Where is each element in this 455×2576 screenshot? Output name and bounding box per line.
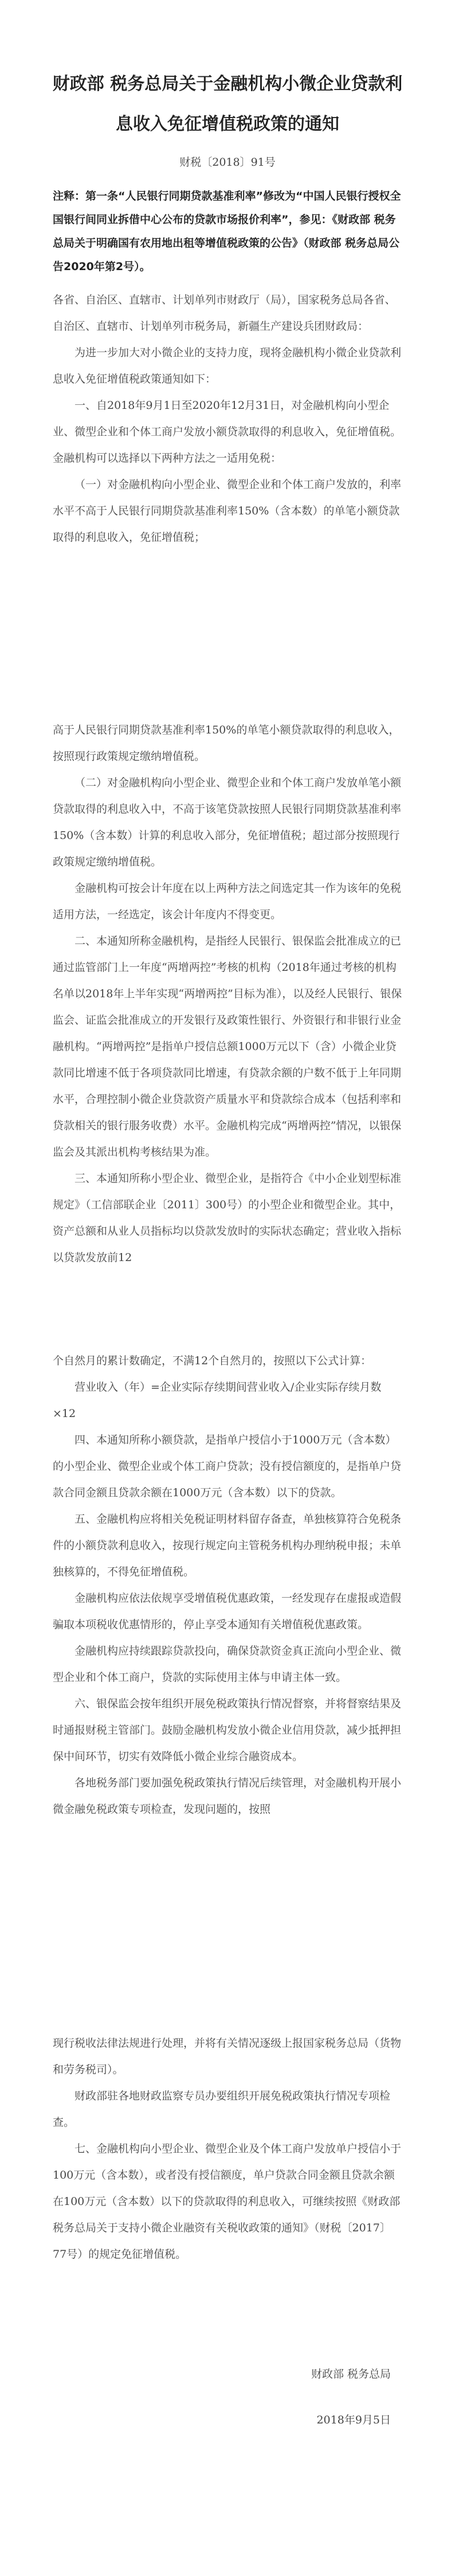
issue-date: 2018年9月5日 <box>316 2414 391 2426</box>
body-paragraph: 二、本通知所称金融机构，是指经人民银行、银保监会批准成立的已通过监管部门上一年度“两增两控”考核的机构（2018年通过考核的机构名单以2018年上半年实现“两增两控”目标为准），以及经人民银行、银保监会、证监会批准成立的开发银行及政策性银行、外资银行和非银行业金融机构。“两增两控”是指单户授信总额1000万元以下（含）小微企业贷款同比增速不低于各项贷款同比增速，有贷款余额的户数不低于上年同期水平，合理控制小微企业贷款资产质量水平和贷款综合成本（包括利率和贷款相关的银行服务收费）水平。金融机构完成“两增两控”情况，以银保监会及其派出机构考核结果为准。 <box>53 935 402 1158</box>
addressee-paragraph: 各省、自治区、直辖市、计划单列市财政厅（局），国家税务总局各省、自治区、直辖市、计划单列市税务局，新疆生产建设兵团财政局： <box>53 294 396 333</box>
document-title: 财政部 税务总局关于金融机构小微企业贷款利息收入免征增值税政策的通知 <box>52 74 403 134</box>
document-number: 财税〔2018〕91号 <box>179 156 276 169</box>
body-paragraph: 为进一步加大对小微企业的支持力度，现将金融机构小微企业贷款利息收入免征增值税政策通知如下： <box>53 346 402 385</box>
body-segment-4 <box>53 2030 403 2267</box>
body-paragraph: 金融机构应依法依规享受增值税优惠政策，一经发现存在虚报或造假骗取本项税收优惠情形的，停止享受本通知有关增值税优惠政策。 <box>53 1592 402 1631</box>
body-segment-3 <box>53 1348 403 1822</box>
body-paragraph: 金融机构应持续跟踪贷款投向，确保贷款资金真正流向小型企业、微型企业和个体工商户，贷款的实际使用主体与申请主体一致。 <box>53 1645 402 1684</box>
body-paragraph: 各地税务部门要加强免税政策执行情况后续管理，对金融机构开展小微金融免税政策专项检查，发现问题的，按照 <box>53 1777 402 1816</box>
body-paragraph: 金融机构可按会计年度在以上两种方法之间选定其一作为该年的免税适用方法，一经选定，该会计年度内不得变更。 <box>53 882 402 921</box>
formula-paragraph: 营业收入（年）=企业实际存续期间营业收入/企业实际存续月数×12 <box>53 1381 382 1420</box>
issuer-signature: 财政部 税务总局 <box>311 2368 391 2380</box>
body-paragraph: 六、银保监会按年组织开展免税政策执行情况督察，并将督察结果及时通报财税主管部门。鼓励金融机构发放小微企业信用贷款，减少抵押担保中间环节，切实有效降低小微企业综合融资成本。 <box>53 1697 402 1763</box>
body-paragraph: （二）对金融机构向小型企业、微型企业和个体工商户发放单笔小额贷款取得的利息收入中，不高于该笔贷款按照人民银行同期贷款基准利率150%（含本数）计算的利息收入部分，免征增值税；超过部分按照现行政策规定缴纳增值税。 <box>53 776 402 868</box>
body-paragraph: 高于人民银行同期贷款基准利率150%的单笔小额贷款取得的利息收入，按照现行政策规定缴纳增值税。 <box>53 724 400 763</box>
body-paragraph: 五、金融机构应将相关免税证明材料留存备查，单独核算符合免税条件的小额贷款利息收入，按现行规定向主管税务机构办理纳税申报；未单独核算的，不得免征增值税。 <box>53 1513 402 1578</box>
body-paragraph: 一、自2018年9月1日至2020年12月31日，对金融机构向小型企业、微型企业和个体工商户发放小额贷款取得的利息收入，免征增值税。金融机构可以选择以下两种方法之一适用免税： <box>53 399 402 465</box>
body-segment-1 <box>53 287 403 551</box>
body-paragraph: 财政部驻各地财政监察专员办要组织开展免税政策执行情况专项检查。 <box>53 2090 391 2129</box>
body-segment-2 <box>53 717 403 1271</box>
amendment-note: 注释：第一条“人民银行同期贷款基准利率”修改为“中国人民银行授权全国银行间同业拆借中心公布的贷款市场报价利率”，参见：《财政部 税务总局关于明确国有农用地出租等增值税政策的公告》（财政部 税务总局公告2020年第2号）。 <box>53 190 401 273</box>
body-paragraph: 个自然月的累计数确定，不满12个自然月的，按照以下公式计算： <box>53 1355 372 1367</box>
body-paragraph: 四、本通知所称小额贷款，是指单户授信小于1000万元（含本数）的小型企业、微型企业或个体工商户贷款；没有授信额度的，是指单户贷款合同金额且贷款余额在1000万元（含本数）以下的贷款。 <box>53 1434 402 1499</box>
body-paragraph: （一）对金融机构向小型企业、微型企业和个体工商户发放的，利率水平不高于人民银行同期贷款基准利率150%（含本数）的单笔小额贷款取得的利息收入，免征增值税； <box>53 478 402 544</box>
body-paragraph: 三、本通知所称小型企业、微型企业，是指符合《中小企业划型标准规定》（工信部联企业〔2011〕300号）的小型企业和微型企业。其中，资产总额和从业人员指标均以贷款发放时的实际状态确定；营业收入指标以贷款发放前12 <box>53 1172 402 1264</box>
body-paragraph: 七、金融机构向小型企业、微型企业及个体工商户发放单户授信小于100万元（含本数），或者没有授信额度，单户贷款合同金额且贷款余额在100万元（含本数）以下的贷款取得的利息收入，可继续按照《财政部 税务总局关于支持小微企业融资有关税收政策的通知》（财税〔2017〕77号）的规定免征增值税。 <box>53 2142 402 2261</box>
body-paragraph: 现行税收法律法规进行处理，并将有关情况逐级上报国家税务总局（货物和劳务税司）。 <box>53 2037 402 2076</box>
